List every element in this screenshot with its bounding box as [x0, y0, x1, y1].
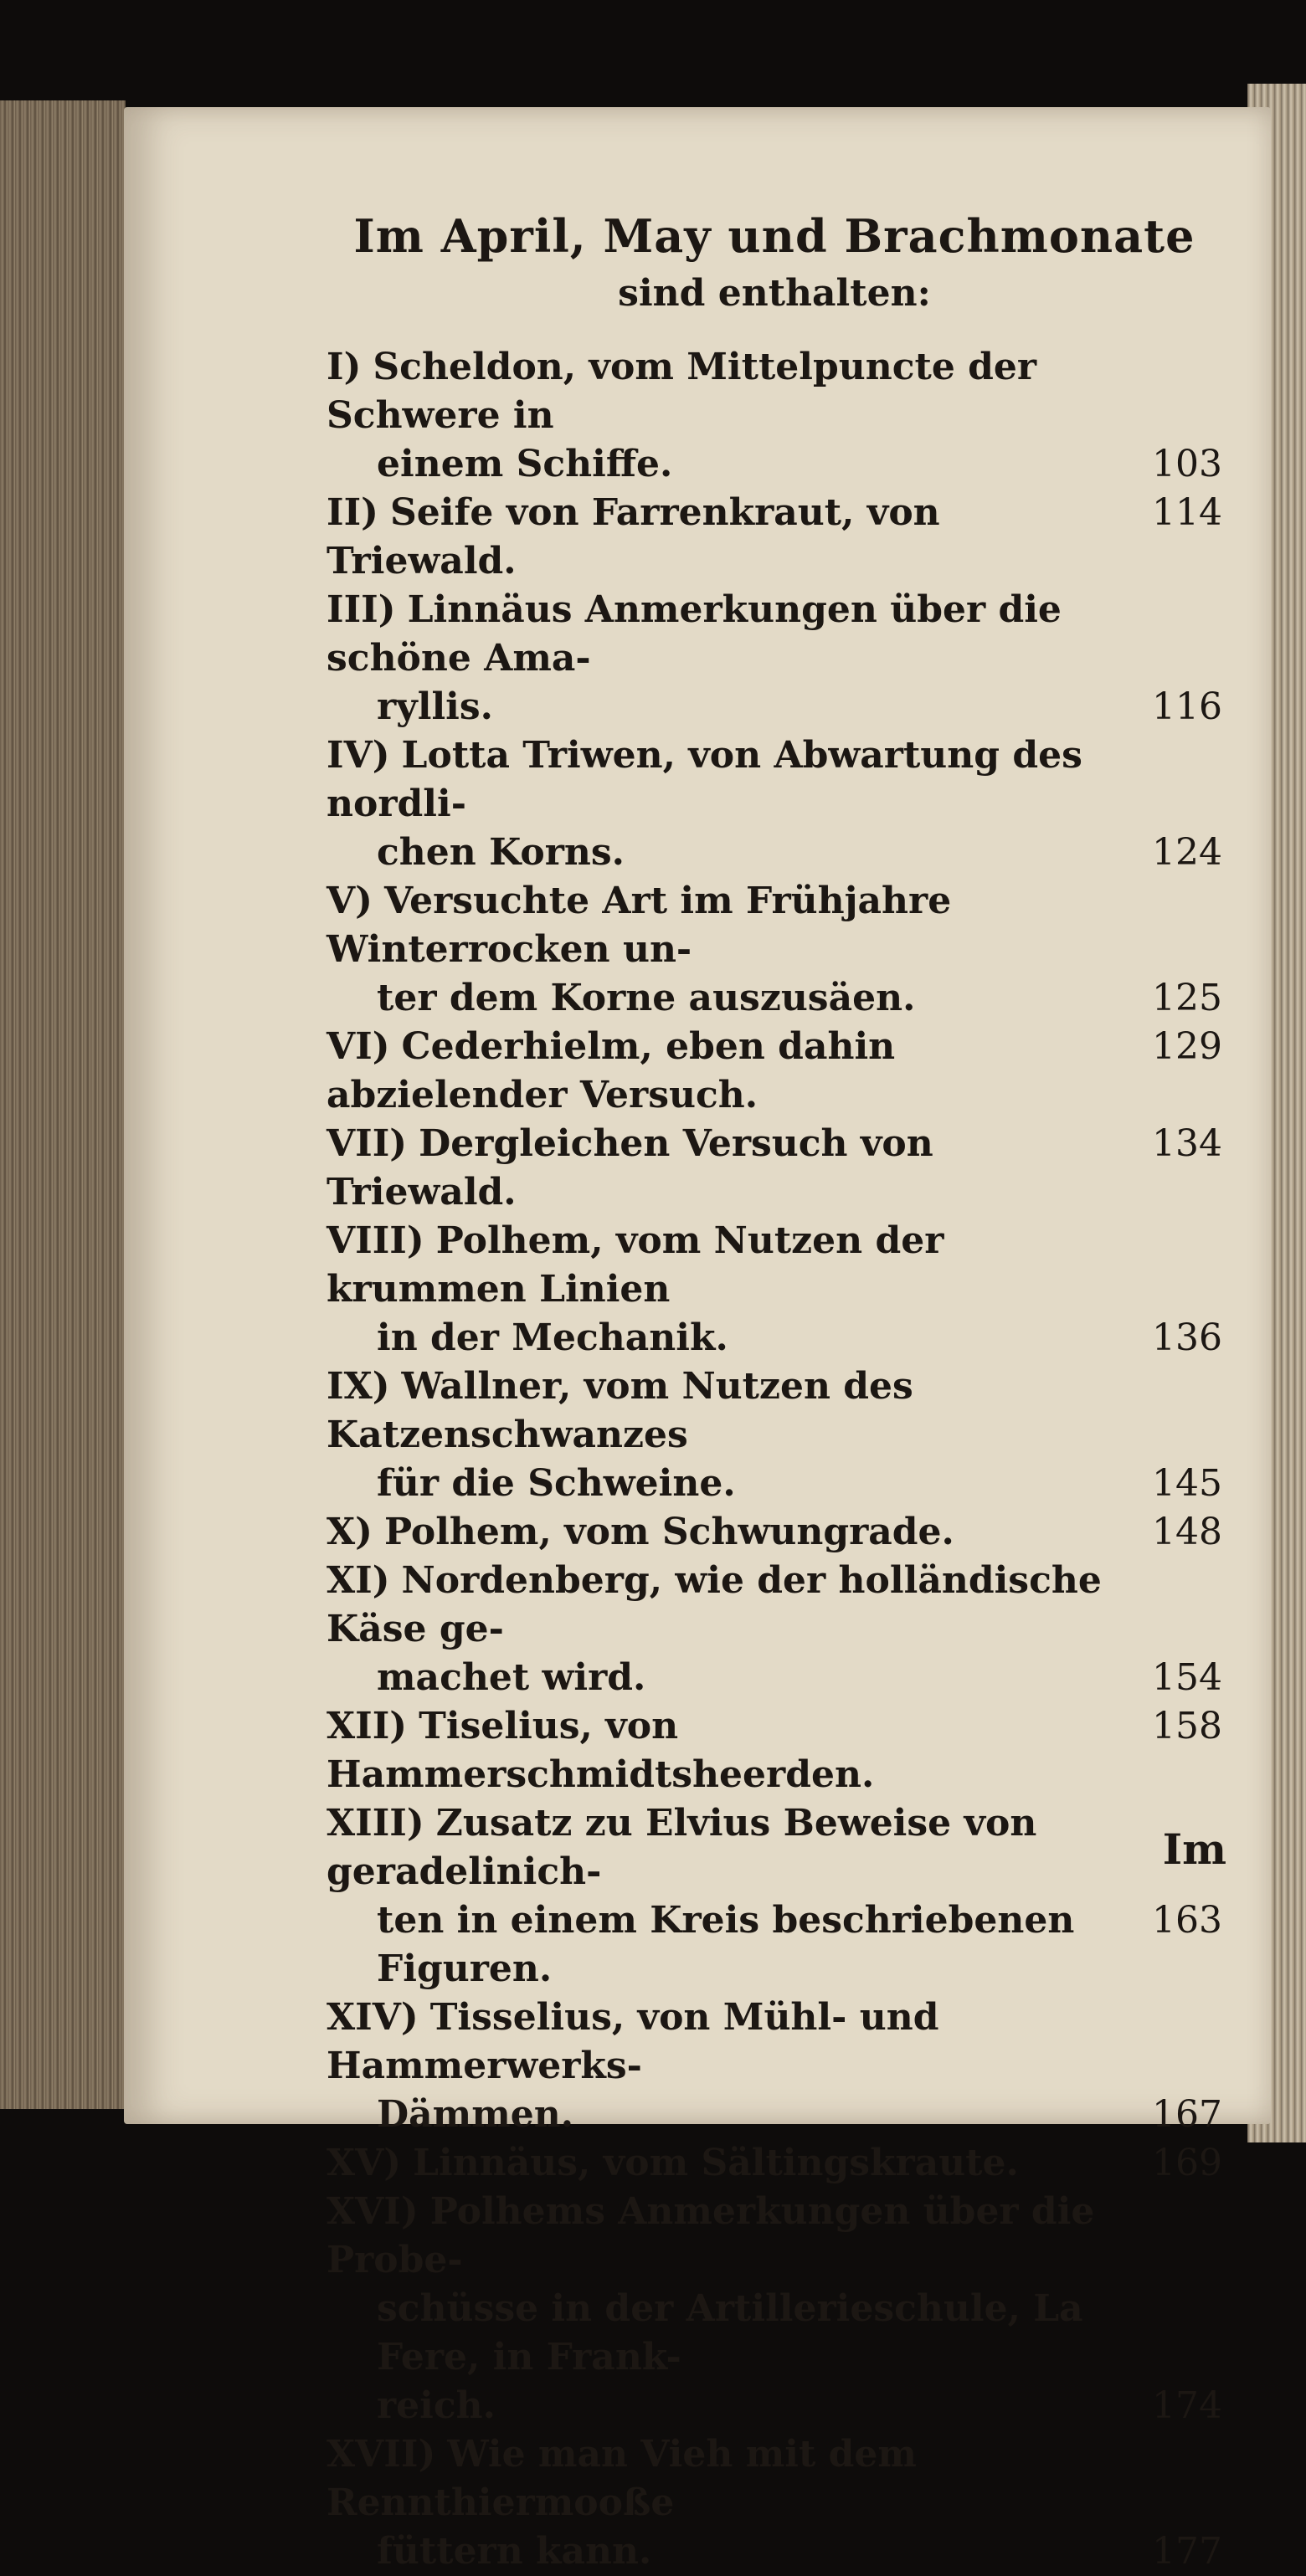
toc-entry — [326, 2139, 1222, 2188]
catchword: Im — [1162, 1824, 1226, 1874]
toc-entry-title: Linnäus, vom Sältingskraute. — [413, 2142, 1019, 2184]
toc-entry-page: 103 — [1152, 443, 1222, 485]
toc-entry-text — [326, 877, 1122, 974]
toc-entry-text — [326, 489, 1122, 586]
toc-entry-first-line — [326, 1023, 1222, 1120]
toc-entry-text — [377, 2285, 1122, 2382]
toc-entry-title: Tisselius, von Mühl- und Hammerwerks- — [326, 1996, 939, 2087]
toc-entry — [326, 2188, 1222, 2430]
toc-entry — [326, 2430, 1222, 2576]
toc-entry-number: XIV) — [326, 1996, 419, 2039]
toc-entry-page: 114 — [1152, 491, 1222, 534]
toc-entry-title: Lotta Triwen, von Abwartung des nordli- — [326, 734, 1082, 825]
toc-entry-text — [326, 731, 1122, 829]
toc-entry-first-line — [326, 1362, 1222, 1460]
toc-entry — [326, 1023, 1222, 1120]
toc-entry-text — [326, 1508, 1122, 1557]
toc-entry-title: Versuchte Art im Frühjahre Winterrocken un- — [326, 880, 952, 971]
toc-entry-page: 167 — [1152, 2093, 1222, 2136]
toc-entry-title: für die Schweine. — [377, 1462, 736, 1505]
toc-entry — [326, 489, 1222, 586]
toc-entry — [326, 731, 1222, 877]
toc-entry-title: Wie man Vieh mit dem Rennthiermooße — [326, 2433, 917, 2524]
toc-entry-title: Polhem, vom Nutzen der krummen Linien — [326, 1219, 944, 1311]
toc-entry-page: 129 — [1152, 1025, 1222, 1068]
toc-entry-number: XV) — [326, 2142, 402, 2184]
toc-entry-first-line — [326, 1217, 1222, 1314]
toc-entry-first-line — [326, 586, 1222, 683]
toc-entry-first-line — [326, 2430, 1222, 2527]
toc-entry-first-line — [326, 2188, 1222, 2285]
toc-entry-text — [377, 974, 1122, 1023]
toc-entry-text — [326, 343, 1122, 440]
toc-entry-title: chen Korns. — [377, 831, 625, 874]
toc-entry-page: 145 — [1152, 1462, 1222, 1505]
toc-entry-first-line — [326, 489, 1222, 586]
toc-entry-text — [326, 1557, 1122, 1654]
toc-entry-continuation — [326, 2285, 1222, 2382]
toc-entry-first-line — [326, 1557, 1222, 1654]
toc-entry-continuation — [326, 974, 1222, 1023]
toc-entry-title: füttern kann. — [377, 2530, 652, 2573]
toc-entry-text — [326, 1799, 1122, 1896]
toc-entry-continuation — [326, 1460, 1222, 1508]
toc-entry-continuation — [326, 2091, 1222, 2139]
toc-entry-text — [326, 1120, 1122, 1217]
toc-entry-title: in der Mechanik. — [377, 1316, 728, 1359]
toc-entry — [326, 1508, 1222, 1557]
toc-entry-number: IX) — [326, 1365, 390, 1408]
toc-entry-page: 163 — [1152, 1899, 1222, 1942]
toc-entry — [326, 586, 1222, 731]
toc-entry-title: ter dem Korne auszusäen. — [377, 977, 916, 1019]
toc-entry-first-line — [326, 2139, 1222, 2188]
toc-entry-page: 158 — [1152, 1705, 1222, 1747]
toc-entry-number: II) — [326, 491, 378, 534]
toc-entry-first-line — [326, 1702, 1222, 1799]
toc-entry-first-line — [326, 343, 1222, 440]
toc-entry-title: ryllis. — [377, 685, 493, 728]
toc-entry — [326, 877, 1222, 1023]
toc-entry-text — [377, 1460, 1122, 1508]
toc-entry — [326, 1362, 1222, 1508]
toc-entry-title: Polhems Anmerkungen über die Probe- — [326, 2190, 1095, 2281]
toc-entry-text — [326, 2188, 1122, 2285]
toc-entry-text — [377, 829, 1122, 877]
toc-entry-text — [326, 1994, 1122, 2091]
toc-entry-text — [326, 1362, 1122, 1460]
toc-entry-page: 174 — [1152, 2384, 1222, 2427]
toc-entry-continuation — [326, 1314, 1222, 1362]
toc-entry-continuation — [326, 829, 1222, 877]
toc-entry-page: 136 — [1152, 1316, 1222, 1359]
toc-entry — [326, 1217, 1222, 1362]
toc-entry-continuation — [326, 1654, 1222, 1702]
toc-entry — [326, 343, 1222, 489]
toc-entry-first-line — [326, 731, 1222, 829]
toc-entry-continuation — [326, 440, 1222, 489]
toc-entry-title: Polhem, vom Schwungrade. — [383, 1511, 954, 1553]
toc-entry — [326, 1702, 1222, 1799]
toc-entry-number: XII) — [326, 1705, 408, 1747]
toc-entry-text — [377, 1896, 1122, 1994]
toc-entry-title: Linnäus Anmerkungen über die schöne Ama- — [326, 588, 1062, 680]
toc-entry-text — [377, 440, 1122, 489]
toc-entry-title: Zusatz zu Elvius Beweise von geradelinich- — [326, 1802, 1037, 1893]
toc-entry-first-line — [326, 1799, 1222, 1896]
page-title: Im April, May und Brachmonate — [353, 209, 1195, 263]
toc-entry-number: XVI) — [326, 2190, 419, 2233]
toc-entry-text — [377, 2382, 1122, 2430]
toc-entry-title: machet wird. — [377, 1656, 646, 1699]
toc-entry-number: IV) — [326, 734, 390, 777]
toc-entry — [326, 1557, 1222, 1702]
toc-entry-number: VII) — [326, 1122, 408, 1165]
toc-entry-title: Nordenberg, wie der holländische Käse ge- — [326, 1559, 1102, 1650]
toc-entry-number: XVII) — [326, 2433, 436, 2476]
toc-entry-text — [326, 1217, 1122, 1314]
toc-entry-page: 177 — [1152, 2530, 1222, 2573]
toc-entry-text — [377, 2527, 1122, 2576]
toc-entry-first-line — [326, 1994, 1222, 2091]
toc-entry-page: 116 — [1152, 685, 1222, 728]
toc-entry-page: 124 — [1152, 831, 1222, 874]
toc-entry-text — [377, 1314, 1122, 1362]
toc-entry-page: 148 — [1152, 1511, 1222, 1553]
toc-entry-title: Scheldon, vom Mittelpuncte der Schwere in — [326, 346, 1037, 437]
toc-entry-text — [377, 2091, 1122, 2139]
page-subtitle: sind enthalten: — [618, 272, 931, 315]
toc-entry-title: reich. — [377, 2384, 496, 2427]
toc-entry-first-line — [326, 877, 1222, 974]
toc-entry-text — [326, 2139, 1122, 2188]
book-edge-left — [0, 100, 126, 2109]
toc-entry-continuation — [326, 2527, 1222, 2576]
toc-entry-text — [326, 1702, 1122, 1799]
toc-entry-page: 134 — [1152, 1122, 1222, 1165]
toc-entry — [326, 1799, 1222, 1994]
toc-entry-text — [377, 1654, 1122, 1702]
toc-entry-title: Seife von Farrenkraut, von Triewald. — [326, 491, 940, 582]
toc-entry-continuation — [326, 683, 1222, 731]
toc-entry-title: einem Schiffe. — [377, 443, 673, 485]
toc-entry-number: VI) — [326, 1025, 390, 1068]
toc-entry-title: Cederhielm, eben dahin abzielender Versuch. — [326, 1025, 896, 1116]
toc-entry-text — [377, 683, 1122, 731]
toc-entry-title: schüsse in der Artillerieschule, La Fere, in Frank- — [377, 2287, 1083, 2378]
toc-entry-text — [326, 1023, 1122, 1120]
toc-entry-page: 125 — [1152, 977, 1222, 1019]
toc-entry-title: Dämmen. — [377, 2093, 574, 2136]
toc-entry-continuation — [326, 1896, 1222, 1994]
toc-entry-number: V) — [326, 880, 373, 922]
toc-entry-page: 154 — [1152, 1656, 1222, 1699]
toc-entry-text — [326, 586, 1122, 683]
toc-entry-text — [326, 2430, 1122, 2527]
toc-entry-number: VIII) — [326, 1219, 424, 1262]
toc-entry — [326, 1120, 1222, 1217]
toc-entry-continuation — [326, 2382, 1222, 2430]
table-of-contents — [326, 343, 1222, 2576]
toc-entry-number: XIII) — [326, 1802, 424, 1845]
toc-entry-number: XI) — [326, 1559, 390, 1602]
toc-entry-title: Dergleichen Versuch von Triewald. — [326, 1122, 933, 1214]
toc-entry-title: ten in einem Kreis beschriebenen Figuren. — [377, 1899, 1075, 1990]
page-content — [326, 209, 1222, 2576]
toc-entry — [326, 1994, 1222, 2139]
toc-entry-number: I) — [326, 346, 362, 388]
toc-entry-number: X) — [326, 1511, 373, 1553]
toc-entry-first-line — [326, 1508, 1222, 1557]
toc-entry-title: Tiselius, von Hammerschmidtsheerden. — [326, 1705, 875, 1796]
toc-entry-title: Wallner, vom Nutzen des Katzenschwanzes — [326, 1365, 913, 1456]
toc-entry-page: 169 — [1152, 2142, 1222, 2184]
toc-entry-first-line — [326, 1120, 1222, 1217]
toc-entry-number: III) — [326, 588, 396, 631]
